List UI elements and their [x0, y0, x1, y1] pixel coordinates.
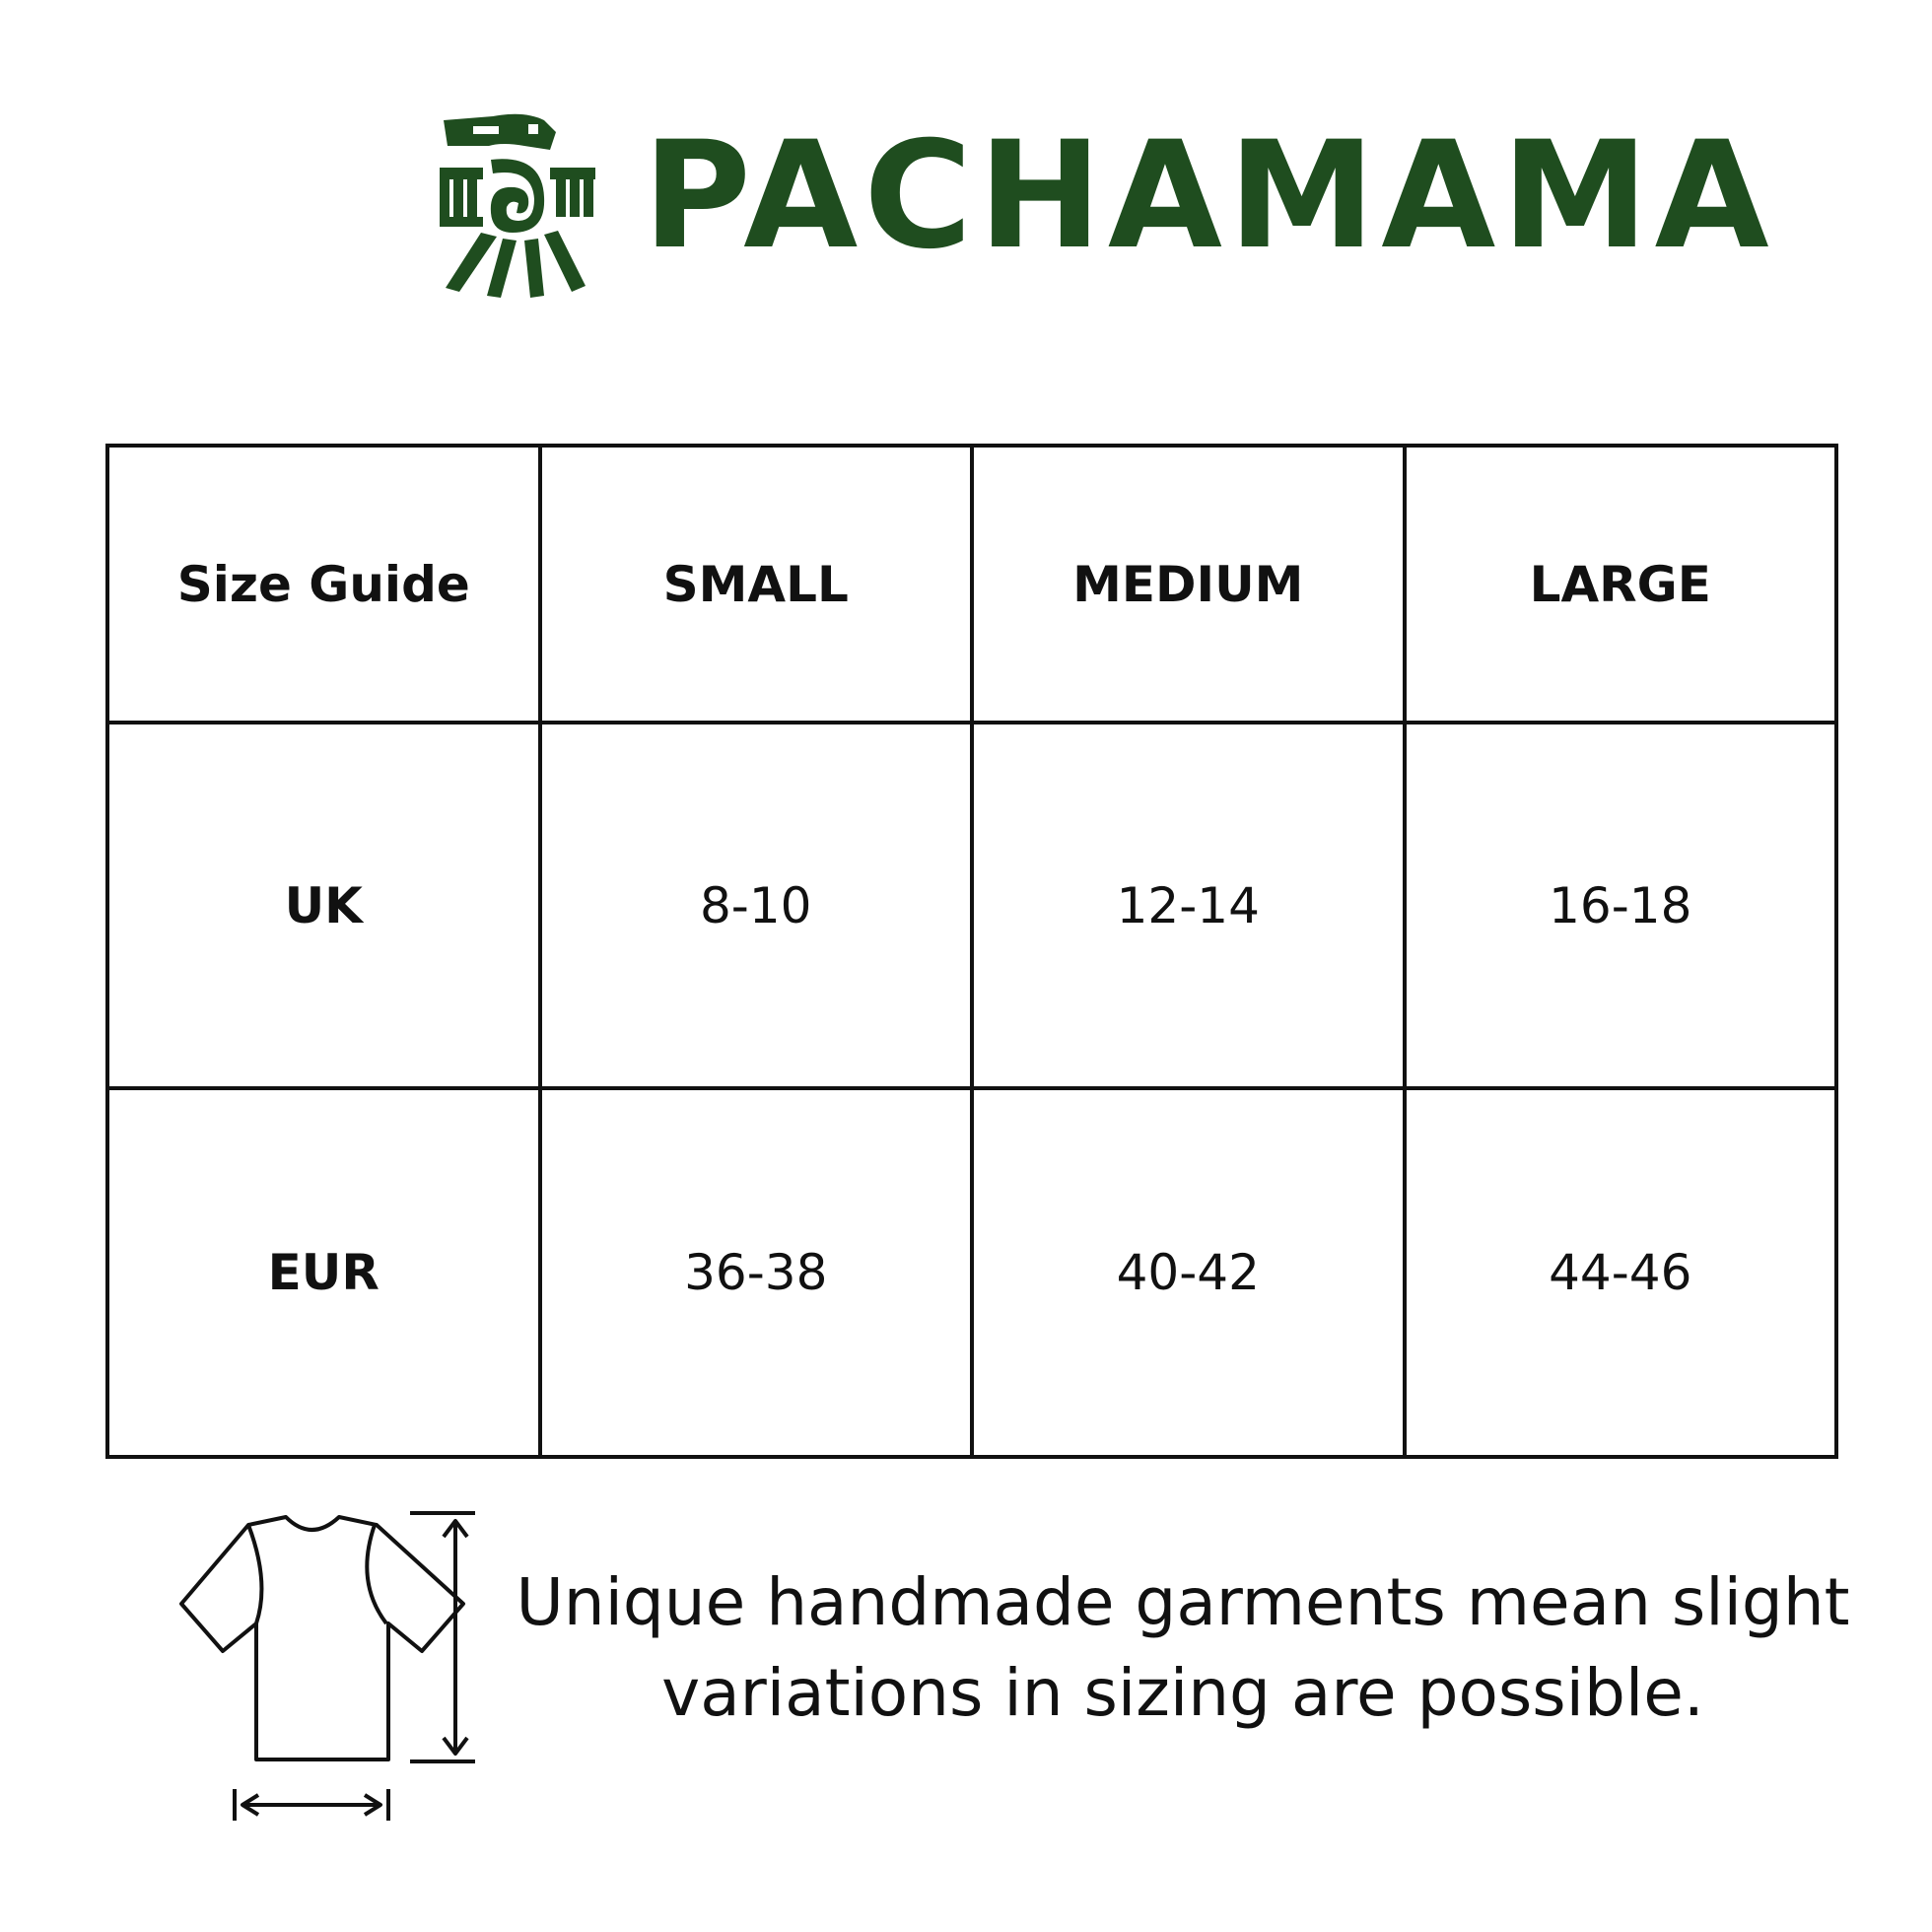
brand-logo	[434, 106, 1775, 304]
column-header-medium: MEDIUM	[972, 446, 1405, 723]
table-cell: 40-42	[972, 1088, 1405, 1457]
table-cell: 16-18	[1405, 723, 1837, 1088]
table-cell: 8-10	[540, 723, 973, 1088]
sizing-note	[483, 1557, 1883, 1739]
table-cell: 44-46	[1405, 1088, 1837, 1457]
table-row	[107, 723, 1836, 1088]
bird-glyph-icon	[434, 106, 601, 300]
column-header-large: LARGE	[1405, 446, 1837, 723]
table-header-row	[107, 446, 1836, 723]
sizing-note-line-2: variations in sizing are possible.	[661, 1655, 1704, 1731]
table-cell: 36-38	[540, 1088, 973, 1457]
table-row	[107, 1088, 1836, 1457]
sizing-note-line-1: Unique handmade garments mean slight	[516, 1564, 1850, 1640]
tshirt-measurement-icon	[168, 1503, 493, 1828]
size-guide-table	[105, 444, 1838, 1459]
row-label-eur: EUR	[107, 1088, 540, 1457]
size-guide-header: Size Guide	[107, 446, 540, 723]
table-cell: 12-14	[972, 723, 1405, 1088]
row-label-uk: UK	[107, 723, 540, 1088]
brand-name: PACHAMAMA	[643, 110, 1775, 282]
column-header-small: SMALL	[540, 446, 973, 723]
